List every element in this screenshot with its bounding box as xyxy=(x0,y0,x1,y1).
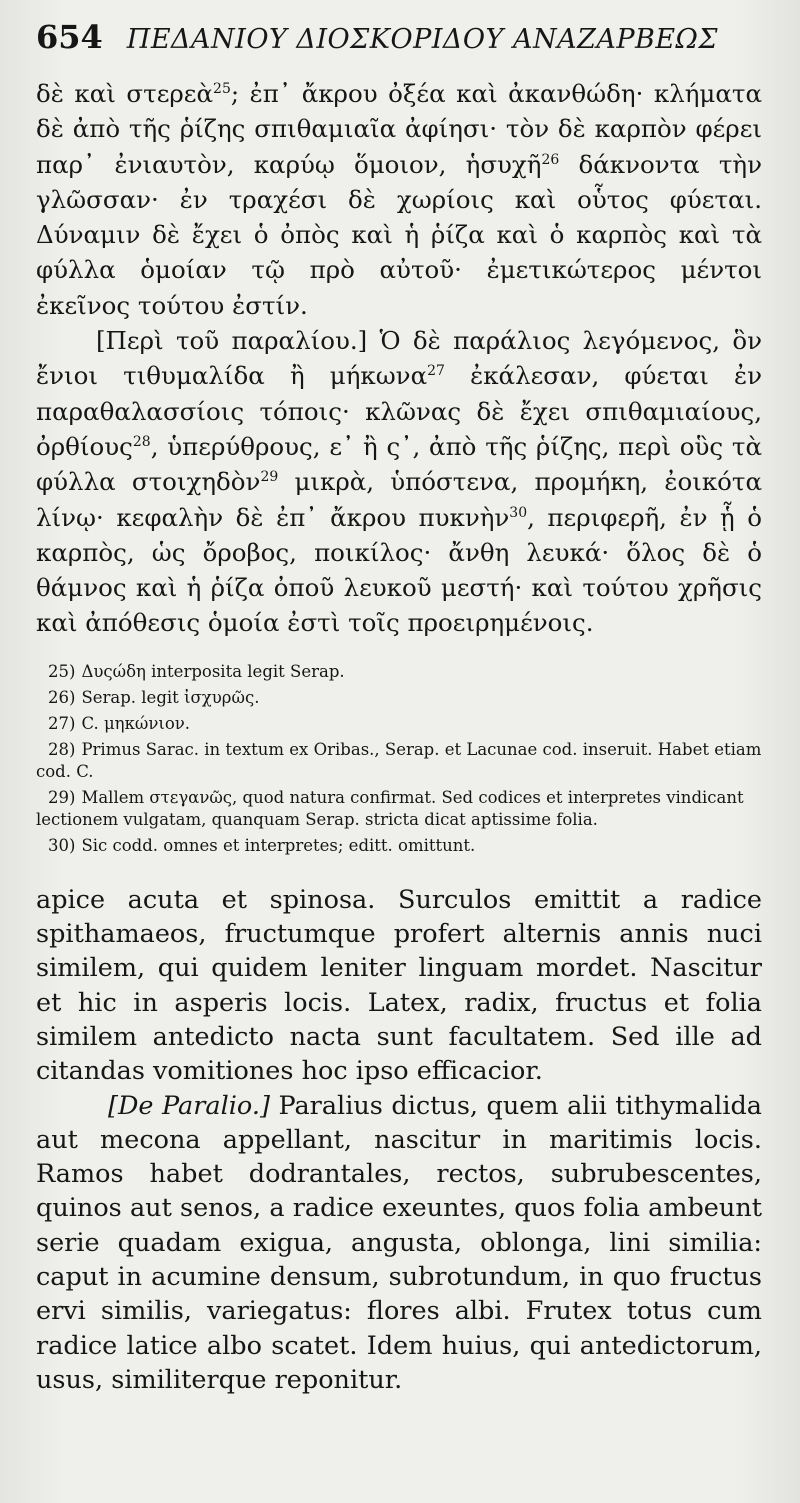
greek-text xyxy=(36,76,762,641)
footnote-ref: 26 xyxy=(541,151,560,168)
footnote xyxy=(36,835,762,857)
latin-text-run: Paralius dictus, quem alii tithymalida aut mecona appellant, nascitur in maritimis locis. Ramos habet dodrantales, rectos, subrubescentes, quinos aut senos, a radice exeuntes, quos folia ambeunt serie quadam exigua, angusta, oblonga, lini similia: caput in acumine densum, subrotundum, in quo fructus ervi similis, variegatus: flores albi. Frutex totus cum radice latice albo scatet. Idem huius, qui antedictorum, usus, similiterque reponitur. xyxy=(36,1090,763,1395)
latin-translation xyxy=(36,883,762,1397)
footnote-text: C. μηκώνιον. xyxy=(81,713,191,733)
footnote-text: Sic codd. omnes et interpretes; editt. omittunt. xyxy=(81,835,476,855)
footnotes xyxy=(36,661,762,857)
greek-text-run: , περιφερῆ, ἐν ᾗ ὁ καρπὸς, ὡς ὄροβος, ποικίλος· ἄνθη λευκά· ὅλος δὲ ὁ θάμνος καὶ ἡ ῥίζα ὀποῦ λευκοῦ μεστή· καὶ τούτου χρῆσις καὶ ἀπόθεσις ὁμοία ἐστὶ τοῖς προειρημένοις. xyxy=(36,502,762,638)
latin-paragraph-2 xyxy=(36,1089,762,1398)
footnote-ref: 27 xyxy=(427,363,445,380)
page-number: 654 xyxy=(36,18,103,56)
footnote-text: Serap. legit ἰσχυρῶς. xyxy=(81,687,260,707)
latin-paragraph-1: apice acuta et spinosa. Surculos emittit a radice spithamaeos, fructumque profert alternis annis nuci similem, qui quidem leniter linguam mordet. Nascitur et hic in asperis locis. Latex, radix, fructus et folia similem antedicto nacta sunt facultatem. Sed ille ad citandas vomitiones hoc ipso efficacior. xyxy=(36,884,762,1087)
section-label: [De Paralio.] xyxy=(108,1090,270,1121)
footnote-text: Δυςώδη interposita legit Serap. xyxy=(81,661,345,681)
greek-text-run: [Περὶ τοῦ παραλίου.] Ὁ δὲ παράλιος λεγόμενος, ὃν ἔνιοι τιθυμαλίδα ἢ μήκωνα xyxy=(36,326,762,391)
footnote-number: 28) xyxy=(48,739,76,759)
footnote-number: 25) xyxy=(48,661,76,681)
greek-text-run: ἐκάλεσαν, φύεται ἐν παραθαλασσίοις τόποις· κλῶνας δὲ ἔχει σπιθαμιαίους, ὀρθίους xyxy=(36,361,762,461)
footnote xyxy=(36,687,762,709)
running-head: ΠΕΔΑΝΙΟΥ ΔΙΟΣΚΟΡΙΔΟΥ ΑΝΑΖΑΡΒΕΩΣ xyxy=(126,24,719,55)
footnote-number: 29) xyxy=(48,787,76,807)
footnote-ref: 28 xyxy=(132,433,151,450)
greek-text-run: δὲ καὶ στερεὰ xyxy=(36,79,214,108)
footnote-number: 26) xyxy=(48,687,76,707)
greek-text-run: μικρὰ, ὑπόστενα, προμήκη, ἐοικότα λίνῳ· κεφαλὴν δὲ ἐπ᾽ ἄκρου πυκνὴν xyxy=(36,467,762,532)
footnote xyxy=(36,661,762,683)
footnote-text: Mallem στεγανῶς, quod natura confirmat. Sed codices et interpretes vindicant lectionem vulgatam, quanquam Serap. stricta dicat aptissime folia. xyxy=(36,787,744,829)
footnote-ref: 29 xyxy=(260,469,279,486)
footnote-number: 30) xyxy=(48,835,76,855)
greek-text-run: , ὑπερύθρους, ε᾽ ἢ ς᾽, ἀπὸ τῆς ῥίζης, περὶ οὓς τὰ φύλλα στοιχηδὸν xyxy=(36,431,762,497)
greek-paragraph-2 xyxy=(36,323,762,641)
footnote-text: Primus Sarac. in textum ex Oribas., Serap. et Lacunae cod. inseruit. Habet etiam cod. C. xyxy=(36,739,762,781)
footnote-ref: 25 xyxy=(213,80,231,97)
footnote xyxy=(36,713,762,735)
greek-text-run: ; ἐπ᾽ ἄκρου ὀξέα καὶ ἀκανθώδη· κλήματα δὲ ἀπὸ τῆς ῥίζης σπιθαμιαῖα ἀφίησι· τὸν δὲ καρπὸν φέρει παρ᾽ ἐνιαυτὸν, καρύῳ ὅμοιον, ἡσυχῆ xyxy=(36,79,762,179)
footnote xyxy=(36,739,762,783)
footnote xyxy=(36,787,762,831)
greek-text-run: δάκνοντα τὴν γλῶσσαν· ἐν τραχέσι δὲ χωρίοις καὶ οὗτος φύεται. Δύναμιν δὲ ἔχει ὁ ὀπὸς καὶ ἡ ῥίζα καὶ ὁ καρπὸς καὶ τὰ φύλλα ὁμοίαν τῷ πρὸ αὐτοῦ· ἐμετικώτερος μέντοι ἐκεῖνος τούτου ἐστίν. xyxy=(36,149,763,320)
page-header xyxy=(36,18,762,76)
footnote-ref: 30 xyxy=(509,504,528,521)
greek-paragraph-1 xyxy=(36,76,762,323)
footnote-number: 27) xyxy=(48,713,76,733)
